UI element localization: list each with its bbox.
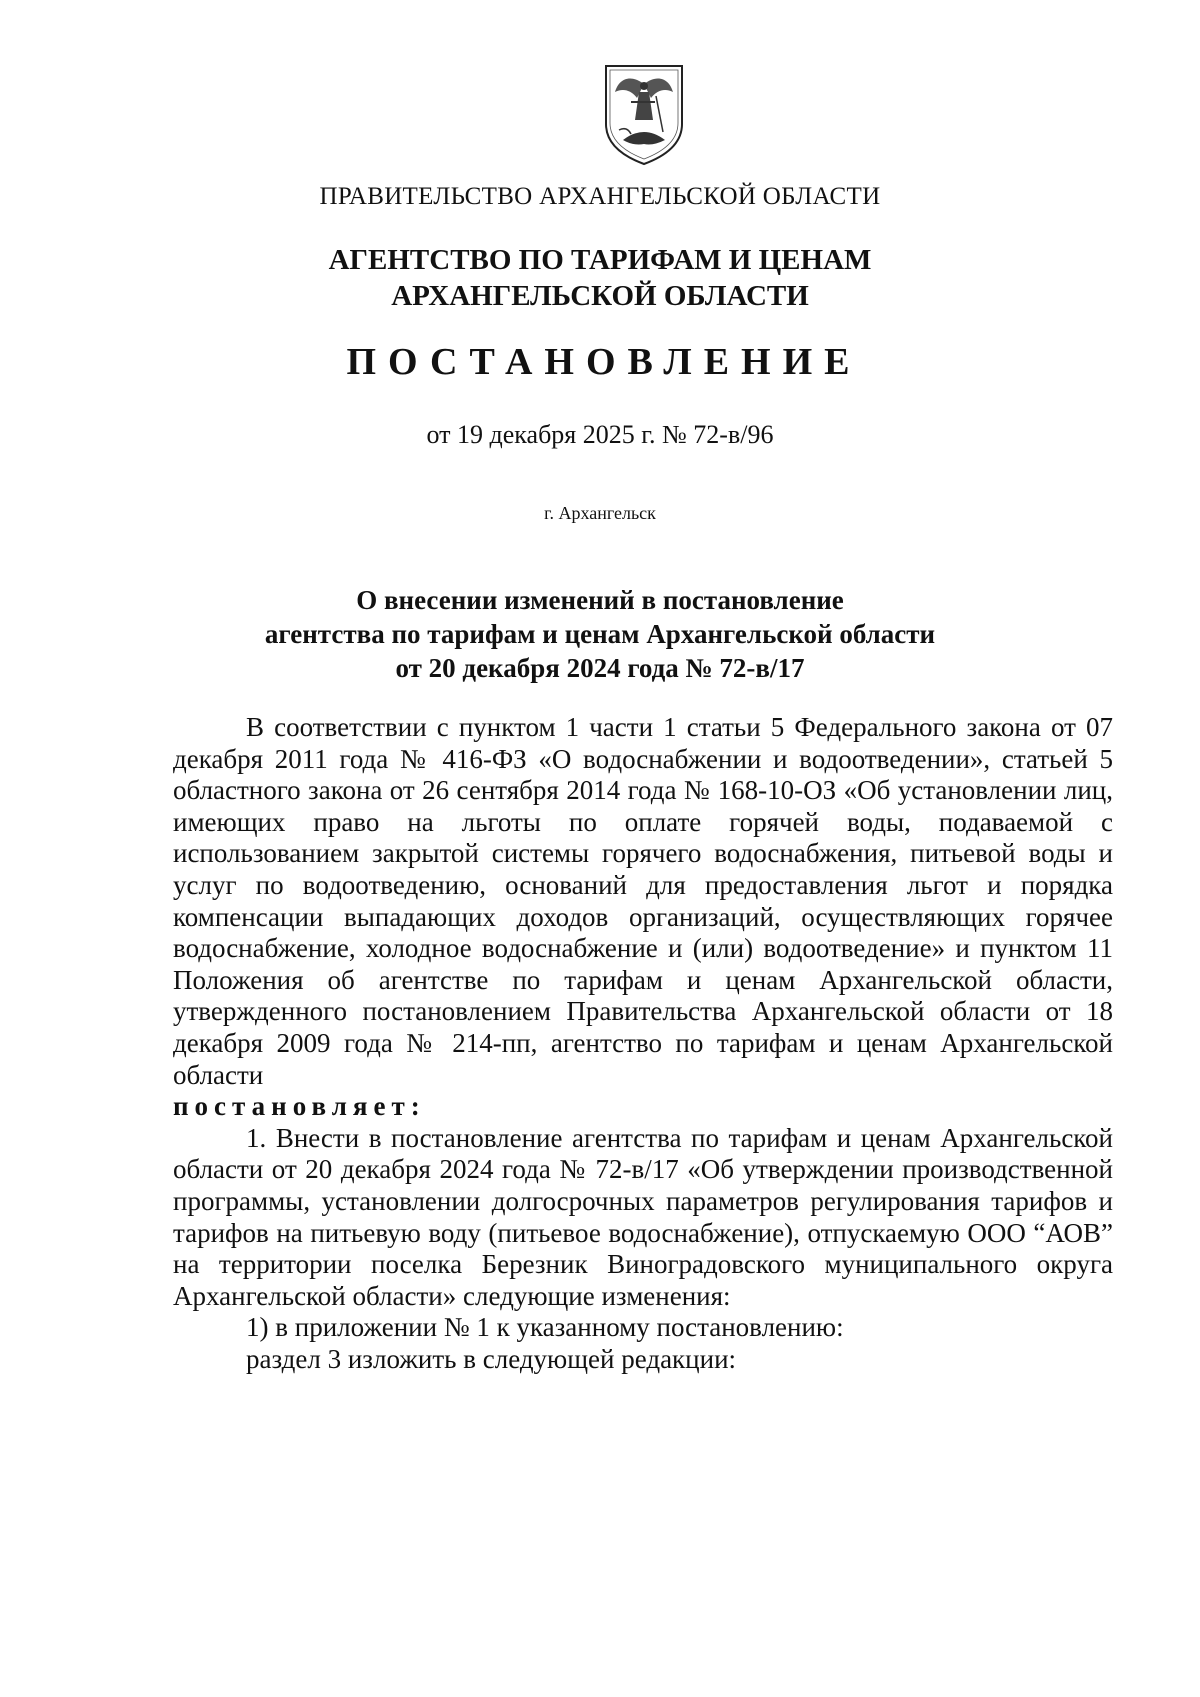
item-1-paragraph: 1. Внести в постановление агентства по тарифам и ценам Архангельской области от 20 декабря 2024 года № 72-в/17 «Об утверждении производственной программы, установлении долгосрочных параметров регулирования тарифов и тарифов на питьевую воду (питьевое водоснабжение), отпускаемую ООО “АОВ” на территории поселка Березник Виноградовского муниципального округа Архангельской области» следующие изменения:: [173, 1122, 1113, 1311]
subject-line2: агентства по тарифам и ценам Архангельской области: [264, 619, 936, 649]
preamble-paragraph: В соответствии с пунктом 1 части 1 статьи 5 Федерального закона от 07 декабря 2011 года № 416-ФЗ «О водоснабжении и водоотведении», статьей 5 областного закона от 26 сентября 2014 года № 168-10-ОЗ «Об установлении лиц, имеющих право на льготы по оплате горячей воды, подаваемой с использованием закрытой системы горячего водоснабжения, питьевой воды и услуг по водоотведению, оснований для предоставления льгот и порядка компенсации выпадающих доходов организаций, осуществляющих горячее водоснабжение, холодное водоснабжение и (или) водоотведение» и пунктом 11 Положения об агентстве по тарифам и ценам Архангельской области, утвержденного постановлением Правительства Архангельской области от 18 декабря 2009 года № 214-пп, агентство по тарифам и ценам Архангельской области: [173, 712, 1113, 1090]
document-subject: [0, 583, 1200, 685]
document-city: г. Архангельск: [544, 503, 656, 523]
coat-of-arms-emblem: [601, 62, 687, 166]
subitem-1-paragraph: 1) в приложении № 1 к указанному постановлению:: [246, 1312, 844, 1343]
subject-line3: от 20 декабря 2024 года № 72-в/17: [395, 653, 805, 683]
document-date-number: от 19 декабря 2025 г. № 72-в/96: [426, 420, 774, 449]
document-body: [173, 712, 1113, 1375]
subject-line1: О внесении изменений в постановление: [356, 585, 844, 615]
document-type-title: ПОСТАНОВЛЕНИЕ: [346, 341, 862, 383]
agency-name-line2: АРХАНГЕЛЬСКОЙ ОБЛАСТИ: [391, 280, 809, 312]
agency-name: [0, 242, 1200, 314]
decree-word: постановляет:: [173, 1091, 426, 1122]
archangel-emblem-icon: [601, 62, 687, 166]
agency-name-line1: АГЕНТСТВО ПО ТАРИФАМ И ЦЕНАМ: [328, 244, 872, 276]
subitem-2-paragraph: раздел 3 изложить в следующей редакции:: [246, 1343, 737, 1374]
government-name: ПРАВИТЕЛЬСТВО АРХАНГЕЛЬСКОЙ ОБЛАСТИ: [319, 183, 881, 210]
